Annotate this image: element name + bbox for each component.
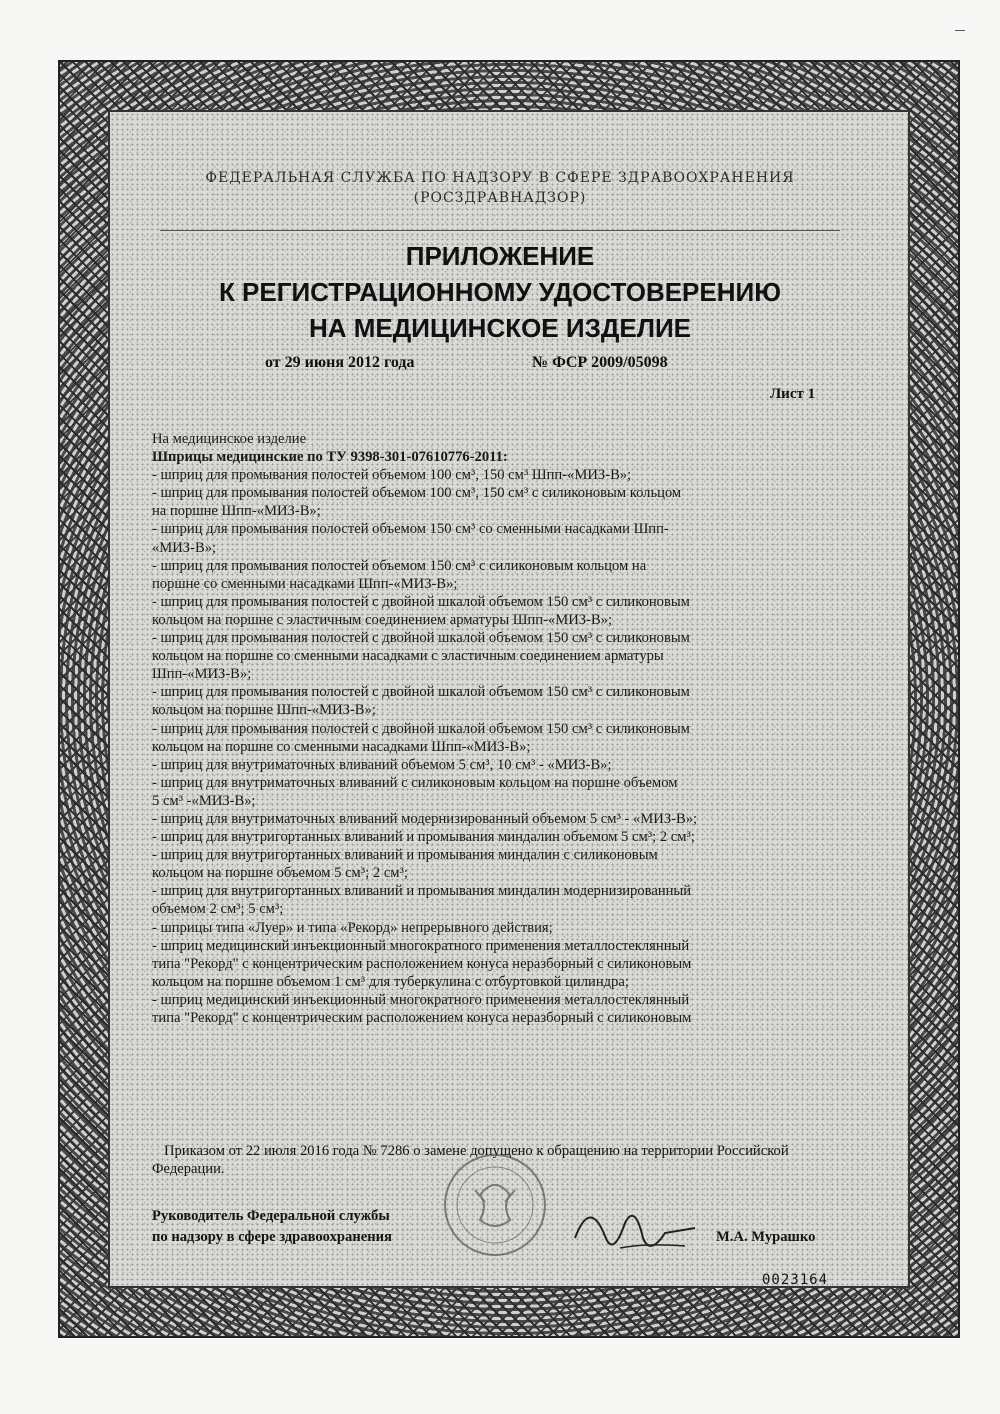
- product-list-line: - шприц для промывания полостей объемом 150 см³ со сменными насадками Шпп-: [152, 521, 669, 538]
- product-list-line: на поршне Шпп-«МИЗ-В»;: [152, 503, 321, 520]
- official-seal: [440, 1150, 550, 1260]
- product-list-line: - шприц для внутриматочных вливаний модернизированный объемом 5 см³ - «МИЗ-В»;: [152, 810, 698, 827]
- intro-line: На медицинское изделие: [152, 431, 307, 447]
- order-text: Приказом от 22 июля 2016 года № 7286 о замене допущено к обращению на территории Российской Федерации.: [152, 1143, 789, 1177]
- product-list-line: кольцом на поршне с эластичным соединением арматуры Шпп-«МИЗ-В»;: [152, 611, 613, 628]
- product-list-line: - шприц для промывания полостей с двойной шкалой объемом 150 см³ с силиконовым: [152, 684, 690, 701]
- product-list-line: «МИЗ-В»;: [152, 539, 217, 556]
- product-list-line: кольцом на поршне объемом 5 см³; 2 см³;: [152, 865, 408, 882]
- agency-name: ФЕДЕРАЛЬНАЯ СЛУЖБА ПО НАДЗОРУ В СФЕРЕ ЗДРАВООХРАНЕНИЯ: [205, 170, 795, 186]
- product-list-line: - шприц медицинский инъекционный многократного применения металлостеклянный: [152, 991, 690, 1008]
- product-list-line: - шприц для внутригортанных вливаний и промывания миндалин с силиконовым: [152, 847, 658, 864]
- product-list-line: - шприц для промывания полостей с двойной шкалой объемом 150 см³ с силиконовым: [152, 720, 690, 737]
- product-list-line: - шприц для промывания полостей с двойной шкалой объемом 150 см³ с силиконовым: [152, 630, 690, 647]
- signatory-position-line-1: Руководитель Федеральной службы: [152, 1208, 390, 1224]
- sheet-label: Лист 1: [770, 386, 816, 402]
- product-list-line: - шприц для внутриматочных вливаний с силиконовым кольцом на поршне объемом: [152, 774, 678, 791]
- agency-abbreviation: (РОСЗДРАВНАДЗОР): [413, 190, 587, 206]
- product-list-line: типа "Рекорд" с концентрическим расположением конуса неразборный с силиконовым: [152, 955, 692, 972]
- title-line-3: НА МЕДИЦИНСКОЕ ИЗДЕЛИЕ: [309, 313, 691, 343]
- title-line-1: ПРИЛОЖЕНИЕ: [405, 241, 595, 271]
- product-list-line: кольцом на поршне со сменными насадками с эластичным соединением арматуры: [152, 648, 664, 665]
- product-list-line: кольцом на поршне объемом 1 см³ для туберкулина с отбуртовкой цилиндра;: [152, 973, 629, 990]
- issue-date: от 29 июня 2012 года: [265, 354, 415, 371]
- product-list-line: объемом 2 см³; 5 см³;: [152, 901, 284, 918]
- signatory-position-line-2: по надзору в сфере здравоохранения: [152, 1229, 392, 1245]
- product-list-line: - шприц для внутриматочных вливаний объемом 5 см³, 10 см³ - «МИЗ-В»;: [152, 756, 612, 773]
- product-list-line: типа "Рекорд" с концентрическим расположением конуса неразборный с силиконовым: [152, 1010, 692, 1026]
- serial-number: 0023164: [762, 1272, 829, 1288]
- product-list-line: Шпп-«МИЗ-В»;: [152, 666, 252, 683]
- title-line-2: К РЕГИСТРАЦИОННОМУ УДОСТОВЕРЕНИЮ: [218, 277, 782, 307]
- product-list-line: 5 см³ -«МИЗ-В»;: [152, 792, 256, 809]
- handwritten-signature: [565, 1188, 705, 1263]
- product-list-line: - шприц для промывания полостей объемом 100 см³, 150 см³ Шпп-«МИЗ-В»;: [152, 467, 632, 484]
- signatory-position: [152, 1206, 392, 1248]
- product-title: Шприцы медицинские по ТУ 9398-301-07610776-2011:: [152, 449, 508, 466]
- agency-header: [150, 168, 850, 208]
- registration-number: № ФСР 2009/05098: [532, 354, 668, 371]
- product-list-line: - шприц для промывания полостей объемом 100 см³, 150 см³ с силиконовым кольцом: [152, 485, 682, 502]
- document-title: [130, 238, 870, 346]
- product-list-line: - шприцы типа «Луер» и типа «Рекорд» непрерывного действия;: [152, 919, 553, 936]
- header-divider: [160, 230, 840, 231]
- product-list-line: кольцом на поршне Шпп-«МИЗ-В»;: [152, 702, 376, 719]
- product-list-line: - шприц медицинский инъекционный многократного применения металлостеклянный: [152, 937, 690, 954]
- signatory-name: М.А. Мурашко: [716, 1229, 816, 1245]
- product-list-line: - шприц для внутригортанных вливаний и промывания миндалин модернизированный: [152, 883, 692, 900]
- product-list-line: - шприц для промывания полостей с двойной шкалой объемом 150 см³ с силиконовым: [152, 593, 690, 610]
- product-list-line: поршне со сменными насадками Шпп-«МИЗ-В»;: [152, 575, 458, 592]
- product-list-line: кольцом на поршне со сменными насадками Шпп-«МИЗ-В»;: [152, 738, 531, 755]
- product-list-line: - шприц для промывания полостей объемом 150 см³ с силиконовым кольцом на: [152, 557, 647, 574]
- product-list-line: - шприц для внутригортанных вливаний и промывания миндалин объемом 5 см³; 2 см³;: [152, 829, 695, 846]
- product-list: [152, 430, 842, 1027]
